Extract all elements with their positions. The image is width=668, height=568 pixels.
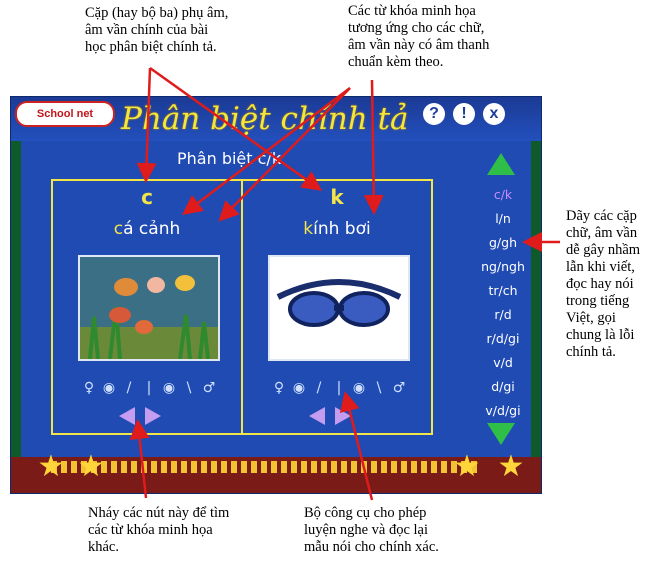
- microphone-icon[interactable]: \: [376, 380, 382, 396]
- keyword-nav: [119, 407, 177, 429]
- next-keyword-button[interactable]: [335, 407, 351, 425]
- lesson-item[interactable]: ng/ngh: [481, 259, 525, 274]
- keyword-highlight: c: [113, 219, 124, 239]
- lesson-item[interactable]: v/d: [493, 355, 513, 370]
- annotation-line: khác.: [88, 539, 119, 555]
- divider-icon: |: [336, 380, 342, 396]
- lesson-subtitle: Phân biệt c/k: [177, 149, 282, 168]
- edit-star-button[interactable]: ★: [77, 449, 105, 484]
- annotation-line: âm vần chính của bài: [85, 22, 209, 38]
- annotation-line: trong tiếng: [566, 293, 630, 309]
- home-star-button[interactable]: ★: [37, 449, 65, 484]
- annotation-line: Bộ công cụ cho phép: [304, 505, 427, 521]
- scroll-up-button[interactable]: [487, 153, 515, 175]
- lesson-item[interactable]: r/d: [494, 307, 512, 322]
- annotation-bottom-left: [88, 505, 288, 556]
- lesson-item[interactable]: v/d/gi: [485, 403, 521, 418]
- annotation-line: chính tả.: [566, 344, 616, 360]
- annotation-line: Các từ khóa minh họa: [348, 3, 476, 19]
- annotation-line: chuẩn kèm theo.: [348, 54, 444, 70]
- scroll-down-button[interactable]: [487, 423, 515, 445]
- annotation-line: các từ khóa minh họa: [88, 522, 213, 538]
- lesson-item[interactable]: tr/ch: [488, 283, 518, 298]
- annotation-right: [566, 208, 666, 361]
- practice-toolbar: [79, 375, 219, 401]
- close-icon[interactable]: x: [483, 103, 505, 125]
- annotation-line: chữ, âm vần: [566, 225, 638, 241]
- annotation-line: âm vần này có âm thanh: [348, 37, 490, 53]
- speaker-figure-icon[interactable]: ♀: [83, 380, 95, 396]
- lesson-item[interactable]: d/gi: [491, 379, 515, 394]
- annotation-line: lẫn khi viết,: [566, 259, 635, 275]
- microphone-icon[interactable]: \: [186, 380, 192, 396]
- annotation-line: đọc hay nói: [566, 276, 634, 292]
- annotation-line: Cặp (hay bộ ba) phụ âm,: [85, 5, 229, 21]
- lesson-item[interactable]: r/d/gi: [486, 331, 520, 346]
- annotation-line: Việt, gọi: [566, 310, 616, 326]
- next-keyword-button[interactable]: [145, 407, 161, 425]
- keyword[interactable]: [53, 219, 241, 239]
- listener-figure-icon[interactable]: ♂: [202, 380, 216, 396]
- app-window: [10, 96, 542, 494]
- headphones-icon[interactable]: ◉: [162, 380, 176, 396]
- headphones-icon[interactable]: ◉: [292, 380, 306, 396]
- lesson-list: [473, 153, 533, 453]
- speaker-figure-icon[interactable]: ♀: [273, 380, 285, 396]
- keyword-rest: á cảnh: [123, 219, 181, 239]
- annotation-line: mẫu nói cho chính xác.: [304, 539, 439, 555]
- microphone-icon[interactable]: /: [126, 380, 132, 396]
- fish-picture: [78, 255, 220, 361]
- keyword-highlight: k: [303, 219, 314, 239]
- help-icon[interactable]: ?: [423, 103, 445, 125]
- goggles-picture: [268, 255, 410, 361]
- annotation-line: chung là lỗi: [566, 327, 635, 343]
- panel-letter: k: [330, 185, 344, 209]
- aquarium-illustration: [80, 257, 218, 359]
- left-border-decoration: [11, 97, 21, 493]
- right-panel: [241, 179, 433, 435]
- keyword-nav: [309, 407, 367, 429]
- annotation-line: học phân biệt chính tả.: [85, 39, 217, 55]
- practice-toolbar: [269, 375, 409, 401]
- annotation-line: dễ gây nhầm: [566, 242, 641, 258]
- keyword-rest: ính bơi: [313, 219, 371, 239]
- divider-icon: |: [146, 380, 152, 396]
- annotation-bottom-right: [304, 505, 524, 556]
- left-panel: [51, 179, 243, 435]
- headphones-icon[interactable]: ◉: [102, 380, 116, 396]
- annotation-top-left: [85, 5, 285, 56]
- panel-letter: c: [141, 185, 153, 209]
- goggles-illustration: [270, 257, 408, 359]
- fence-decoration: [51, 461, 481, 473]
- lesson-item[interactable]: l/n: [495, 211, 511, 226]
- previous-keyword-button[interactable]: [309, 407, 325, 425]
- listener-figure-icon[interactable]: ♂: [392, 380, 406, 396]
- back-star-button[interactable]: ★: [453, 449, 481, 484]
- microphone-icon[interactable]: /: [316, 380, 322, 396]
- schoolnet-logo[interactable]: School net: [15, 101, 115, 127]
- annotation-line: tương ứng cho các chữ,: [348, 20, 485, 36]
- info-icon[interactable]: !: [453, 103, 475, 125]
- forward-star-button[interactable]: ★: [497, 449, 525, 484]
- previous-keyword-button[interactable]: [119, 407, 135, 425]
- annotation-line: Dãy các cặp: [566, 208, 637, 224]
- annotation-line: luyện nghe và đọc lại: [304, 522, 429, 538]
- annotation-line: Nháy các nút này để tìm: [88, 505, 230, 521]
- keyword[interactable]: [243, 219, 431, 239]
- annotation-top-right: [348, 3, 548, 71]
- lesson-item[interactable]: c/k: [493, 187, 513, 202]
- lesson-item[interactable]: g/gh: [488, 235, 517, 250]
- app-title: Phân biệt chính tả: [121, 101, 409, 137]
- headphones-icon[interactable]: ◉: [352, 380, 366, 396]
